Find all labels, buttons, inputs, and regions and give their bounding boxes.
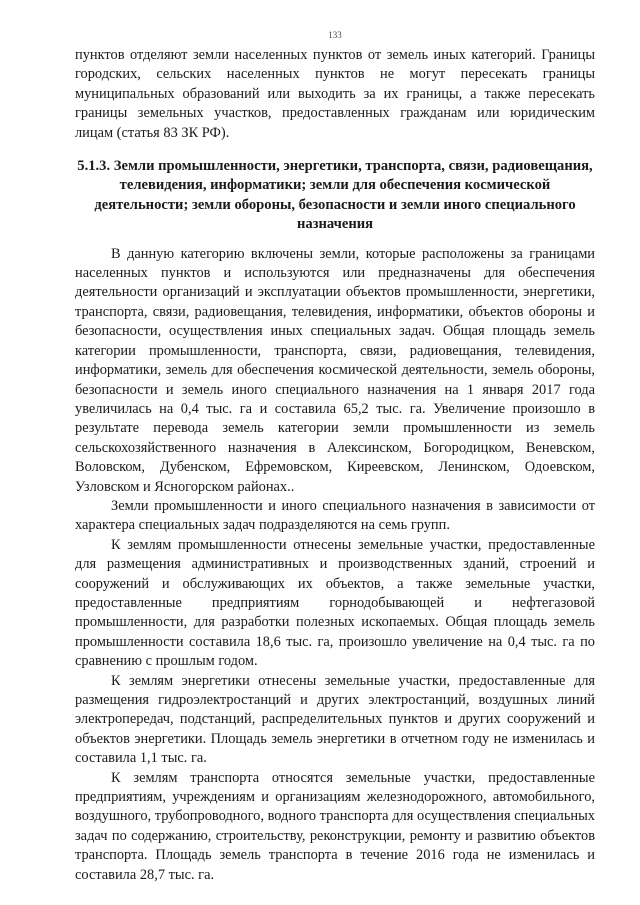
paragraph-continuation: пунктов отделяют земли населенных пунктов от земель иных категорий. Границы городских, сельских населенных пунктов не могут пересекать границы муниципальных образований или выходить за их границы, а также пересекать границы земельных участков, предоставленных гражданам или юридическим лицам (статья 83 ЗК РФ).	[75, 47, 595, 141]
paragraph-transport-lands: К землям транспорта относятся земельные участки, предоставленные предприятиям, учреждениям и организациям железнодорожного, автомобильного, воздушного, трубопроводного, водного транспорта для осуществления специальных задач по содержанию, строительству, реконструкции, ремонту и развитию объектов транспорта. Площадь земель транспорта в течение 2016 года не изменилась и составила 28,7 тыс. га.	[75, 769, 595, 883]
document-page	[75, 30, 595, 885]
paragraph-energy-lands: К землям энергетики отнесены земельные участки, предоставленные для размещения гидроэлектростанций и других электростанций, воздушных линий электропередач, подстанций, распределительных пунктов и других сооружений и объектов энергетики. Площадь земель энергетики в отчетном году не изменилась и составила 1,1 тыс. га.	[75, 672, 595, 767]
section-heading: 5.1.3. Земли промышленности, энергетики, транспорта, связи, радиовещания, телевидения, информатики; земли для обеспечения космической деятельности; земли обороны, безопасности и земли иного специального назначения	[77, 158, 593, 233]
page-number: 133	[328, 30, 342, 40]
paragraph-industry-lands: К землям промышленности отнесены земельные участки, предоставленные для размещения административных и производственных зданий, строений и сооружений и обслуживающих их объектов, а также земельные участки, предоставленные предприятиям горнодобывающей и нефтегазовой промышленности, для разработки полезных ископаемых. Общая площадь земель промышленности составила 18,6 тыс. га, произошло увеличение на 0,4 тыс. га по сравнению с прошлым годом.	[75, 536, 595, 670]
paragraph-category-description: В данную категорию включены земли, которые расположены за границами населенных пунктов и используются или предназначены для обеспечения деятельности организаций и эксплуатации объектов промышленности, энергетики, транспорта, связи, радиовещания, телевидения, информатики, объектов обороны и безопасности, осуществления иных специальных задач. Общая площадь земель категории промышленности, транспорта, связи, радиовещания, телевидения, информатики, земель для обеспечения космической деятельности, земель обороны, безопасности и земель иного специального назначения на 1 января 2017 года увеличилась на 0,4 тыс. га и составила 65,2 тыс. га. Увеличение произошло в результате перевода земель категории земли промышленности из земель сельскохозяйственного назначения в Алексинском, Богородицком, Веневском, Воловском, Дубенском, Ефремовском, Киреевском, Ленинском, Одоевском, Узловском и Ясногорском районах..	[75, 245, 595, 495]
paragraph-groups: Земли промышленности и иного специального назначения в зависимости от характера специальных задач подразделяются на семь групп.	[75, 497, 595, 534]
